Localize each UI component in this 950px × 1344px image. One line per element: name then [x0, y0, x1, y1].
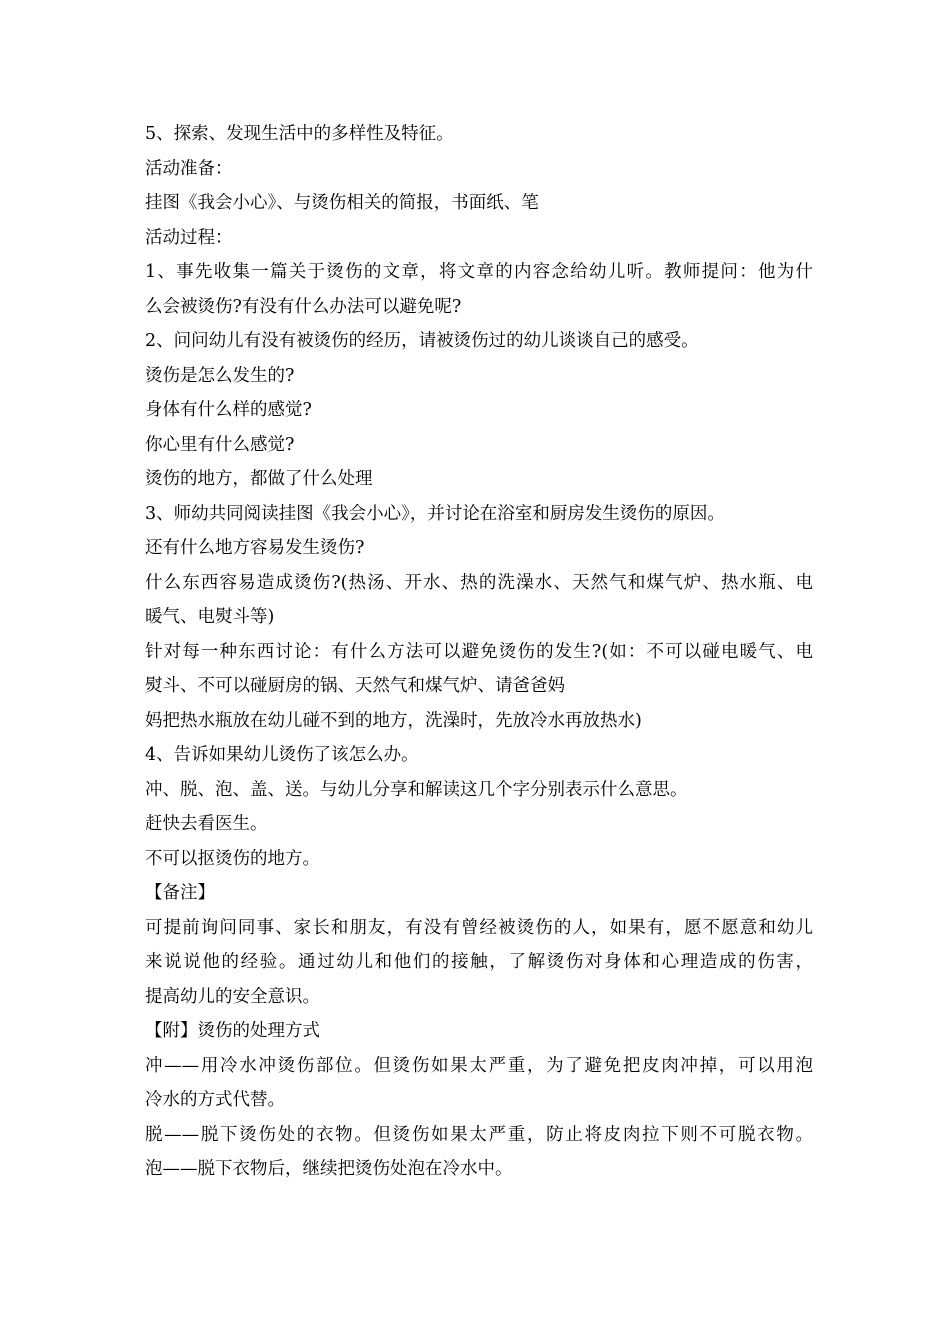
- text-line: 【附】烫伤的处理方式: [145, 1021, 320, 1041]
- text-line: 你心里有什么感觉?: [145, 434, 295, 455]
- text-line: 妈把热水瓶放在幼儿碰不到的地方，洗澡时，先放冷水再放热水): [145, 710, 642, 731]
- text-line: 3、师幼共同阅读挂图《我会小心》，并讨论在浴室和厨房发生烫伤的原因。: [145, 503, 725, 524]
- text-line: 不可以抠烫伤的地方。: [145, 848, 320, 869]
- text-line: 赶快去看医生。: [145, 814, 268, 834]
- text-line: 暖气、电熨斗等): [145, 607, 275, 627]
- text-line: 么会被烫伤?有没有什么办法可以避免呢?: [145, 296, 462, 317]
- text-line: 什么东西容易造成烫伤?(热汤、开水、热的洗澡水、天然气和煤气炉、热水瓶、电: [145, 572, 813, 593]
- text-line: 熨斗、不可以碰厨房的锅、天然气和煤气炉、请爸爸妈: [145, 676, 565, 696]
- text-line: 脱——脱下烫伤处的衣物。但烫伤如果太严重，防止将皮肉拉下则不可脱衣物。: [145, 1124, 813, 1145]
- text-line: 5、探索、发现生活中的多样性及特征。: [145, 124, 454, 144]
- text-line: 挂图《我会小心》、与烫伤相关的简报，书面纸、笔: [145, 193, 539, 213]
- text-line: 活动过程：: [145, 227, 233, 248]
- text-line: 可提前询问同事、家长和朋友，有没有曾经被烫伤的人，如果有，愿不愿意和幼儿: [145, 917, 813, 938]
- text-line: 1、事先收集一篇关于烫伤的文章，将文章的内容念给幼儿听。教师提问：他为什: [145, 262, 813, 282]
- document-body: [145, 117, 813, 1187]
- text-line: 4、告诉如果幼儿烫伤了该怎么办。: [145, 745, 419, 765]
- text-line: 2、问问幼儿有没有被烫伤的经历，请被烫伤过的幼儿谈谈自己的感受。: [145, 331, 699, 351]
- text-line: 冲——用冷水冲烫伤部位。但烫伤如果太严重，为了避免把皮肉冲掉，可以用泡: [145, 1055, 813, 1076]
- text-line: 身体有什么样的感觉?: [145, 400, 312, 420]
- text-line: 烫伤的地方，都做了什么处理: [145, 469, 373, 489]
- text-line: 泡——脱下衣物后，继续把烫伤处泡在冷水中。: [145, 1159, 513, 1179]
- text-line: 还有什么地方容易发生烫伤?: [145, 538, 365, 558]
- text-line: 冲、脱、泡、盖、送。与幼儿分享和解读这几个字分别表示什么意思。: [145, 779, 688, 800]
- text-line: 来说说他的经验。通过幼儿和他们的接触，了解烫伤对身体和心理造成的伤害，: [145, 952, 813, 972]
- text-line: 烫伤是怎么发生的?: [145, 365, 295, 386]
- text-line: 针对每一种东西讨论：有什么方法可以避免烫伤的发生?(如：不可以碰电暖气、电: [145, 641, 813, 662]
- text-line: 【备注】: [145, 883, 215, 903]
- text-line: 冷水的方式代替。: [145, 1090, 285, 1110]
- text-line: 提高幼儿的安全意识。: [145, 986, 320, 1007]
- text-line: 活动准备：: [145, 158, 233, 179]
